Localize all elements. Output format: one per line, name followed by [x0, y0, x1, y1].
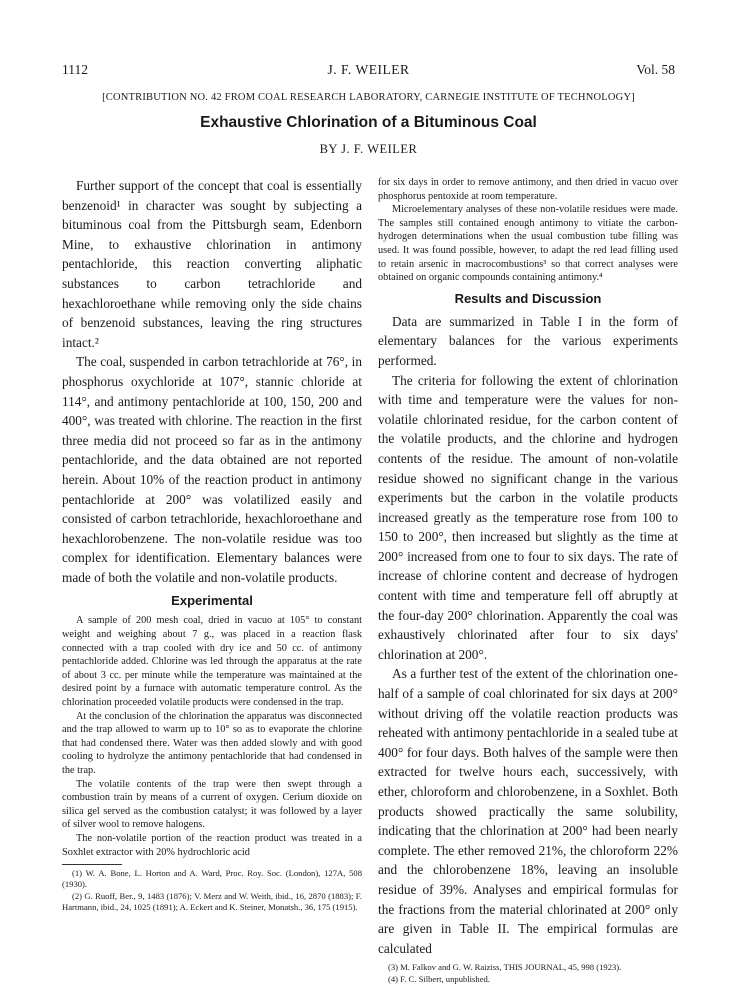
results-paragraph-1: Data are summarized in Table I in the form of elementary balances for the various experiments performed. — [378, 313, 678, 368]
section-heading-experimental: Experimental — [171, 593, 253, 609]
section-heading-results: Results and Discussion — [454, 290, 602, 306]
volume-label: Vol. 58 — [636, 62, 675, 77]
continued-paragraph: for six days in order to remove antimony, and then dried in vacuo over phosphorus pentoxide at room temperature. — [378, 177, 678, 202]
footnote-2: (2) G. Ruoff, Ber., 9, 1483 (1876); V. Merz and W. Weith, ibid., 16, 2870 (1883); F. Hartmann, ibid., 24, 1025 (1891); A. Eckert and K. Steiner, Monatsh., 36, 175 (1915). — [62, 890, 362, 912]
intro-paragraph-1: Further support of the concept that coal is essentially benzenoid¹ in character was sought by subjecting a bituminous coal from the Pittsburgh seam, Edenborn Mine, to exhaustive chlorination in antimony pentachloride, this reaction converting aliphatic substances to carbon tetrachloride and hexachloroethane while removing only the side chains of benzenoid substances, leaving the ring structures intact.² — [62, 178, 362, 350]
footnote-rule — [62, 864, 122, 865]
results-paragraph-3: As a further test of the extent of the chlorination one-half of a sample of coal chlorinated for six days at 200° without driving off the volatile reaction products was reheated with antimony pentachloride in a sealed tube at 400° for four days. Both halves of the sample were then extracted for twelve hours each, successively, with ether, chloroform and chlorobenzene, in a Soxhlet. Both products showed practically the same solubility, indicating that the chlorination at 200° had been nearly complete. The ether removed 21%, the chloroform 22% and the chlorobenzene 18%, leaving an insoluble residue of 39%. Analyses and empirical formulas for the fractions from the material chlorinated at 200° only are given in Table II. The empirical formulas are calculated — [378, 666, 678, 956]
experimental-paragraph-1: A sample of 200 mesh coal, dried in vacuo at 105° to constant weight and weighing about 7 g., was placed in a reaction flask connected with a trap cooled with dry ice and 50 cc. of antimony pentachloride added. Chlorine was led through the apparatus at the rate of about 3 cc. per minute while the temperature was maintained at the desired point by a furnace with automatic temperature control. As the chlorination proceeded volatile products were condensed in the trap. — [62, 615, 362, 709]
paper-title: Exhaustive Chlorination of a Bituminous Coal — [200, 114, 537, 131]
footnote-3: (3) M. Falkov and G. W. Raiziss, THIS JOURNAL, 45, 998 (1923). — [388, 962, 622, 973]
running-author: J. F. WEILER — [327, 62, 410, 77]
footnote-1: (1) W. A. Bone, L. Horton and A. Ward, Proc. Roy. Soc. (London), 127A, 508 (1930). — [62, 868, 362, 890]
experimental-paragraph-2: At the conclusion of the chlorination the apparatus was disconnected and the trap allowed to warm up to 10° so as to evaporate the chlorine that had condensed there. Water was then added slowly and with good cooling to hydrolyze the antimony pentachloride that had condensed in the trap. — [62, 710, 362, 776]
intro-paragraph-2: The coal, suspended in carbon tetrachloride at 76°, in phosphorus oxychloride at 107°, stannic chloride at 114°, and antimony pentachloride at 100, 150, 200 and 400°, was treated with chlorine. The reaction in the first three media did not proceed so far as in the antimony pentachloride, and the data obtained are not reported herein. About 10% of the reaction product in antimony pentachloride at 200° was volatilized easily and consisted of carbon tetrachloride, hexachloroethane and hexachlorobenzene. The non-volatile residue was too complex for identification. Elementary balances were made of both the volatile and non-volatile products. — [62, 354, 362, 585]
experimental-paragraph-4: The non-volatile portion of the reaction product was treated in a Soxhlet extractor with 20% hydrochloric acid — [62, 832, 362, 858]
microanalysis-paragraph: Microelementary analyses of these non-volatile residues were made. The samples still contained enough antimony to vitiate the carbon-hydrogen determinations when the usual combustion tube filling was used. It was found possible, however, to adapt the red lead filling used to retain arsenic in macrocombustions³ so that correct analyses were obtained on organic compounds containing antimony.⁴ — [378, 204, 678, 284]
footnote-4: (4) F. C. Silbert, unpublished. — [388, 973, 490, 984]
results-paragraph-2: The criteria for following the extent of chlorination with time and temperature were the values for non-volatile chlorinated residue, for the carbon content of the volatile products, and the chlorine and hydrogen contents of the residue. The amount of non-volatile residue showed no significant change in the various experiments but the carbon in the volatile products increased greatly as the temperature rose from 100 to 150 to 200°, then increased but slightly as the time at 200° increased from one to four to six days. The rate of increase of chlorine content and decrease of hydrogen content with time and temperature fell off abruptly at the four-day 200° chlorination. Apparently the coal was exhaustively chlorinated after four to six days' chlorination at 200°. — [378, 372, 678, 662]
page-number: 1112 — [62, 62, 88, 77]
running-header — [62, 62, 675, 82]
experimental-paragraph-3: The volatile contents of the trap were then swept through a combustion train by means of a current of oxygen. Cerium dioxide on silica gel served as the combustion catalyst; it was followed by a layer of silver wool to remove halogens. — [62, 778, 362, 831]
byline: BY J. F. WEILER — [319, 142, 418, 156]
right-column — [378, 176, 678, 985]
contribution-line: [CONTRIBUTION NO. 42 FROM COAL RESEARCH LABORATORY, CARNEGIE INSTITUTE OF TECHNOLOGY] — [102, 92, 635, 103]
left-column — [62, 176, 362, 913]
